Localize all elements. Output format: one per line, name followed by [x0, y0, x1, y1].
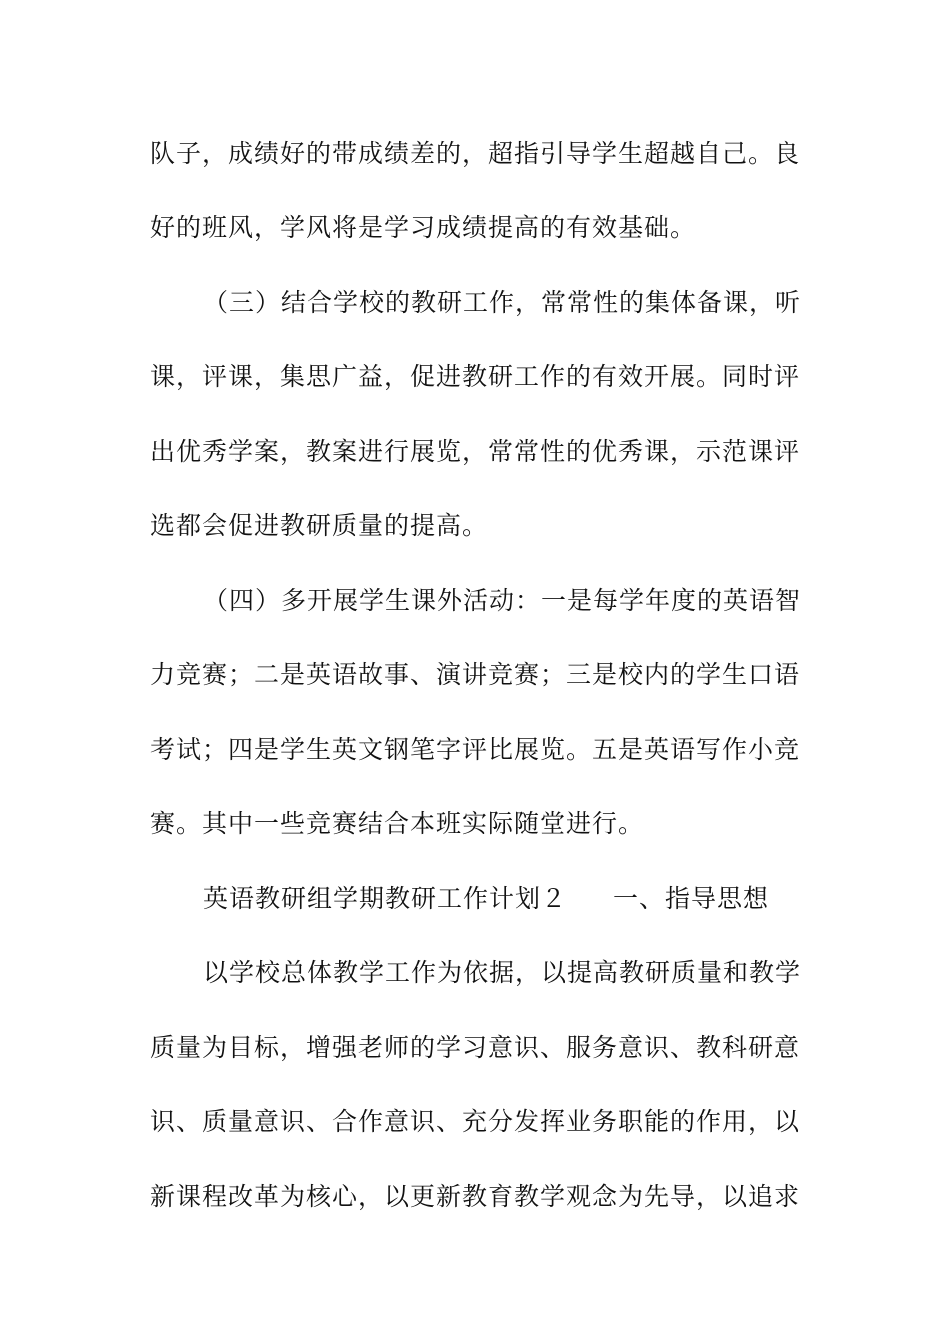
paragraph-line: 好的班风，学风将是学习成绩提高的有效基础。 — [150, 213, 697, 242]
plan-title: 英语教研组学期教研工作计划２ — [203, 884, 568, 913]
paragraph-line: 选都会促进教研质量的提高。 — [150, 511, 489, 540]
paragraph-line: 以学校总体教学工作为依据，以提高教研质量和教学 — [203, 958, 802, 987]
section-heading-line — [203, 883, 853, 915]
paragraph-line: 考试；四是学生英文钢笔字评比展览。五是英语写作小竞 — [150, 735, 801, 764]
paragraph-line: 质量为目标，增强老师的学习意识、服务意识、教科研意 — [150, 1033, 801, 1062]
paragraph-line: 赛。其中一些竞赛结合本班实际随堂进行。 — [150, 809, 645, 838]
paragraph-line: （三）结合学校的教研工作，常常性的集体备课，听 — [203, 288, 802, 317]
paragraph-line: （四）多开展学生课外活动：一是每学年度的英语智 — [203, 586, 802, 615]
section-title: 一、指导思想 — [613, 884, 770, 913]
paragraph-line: 队子，成绩好的带成绩差的，超指引导学生超越自己。良 — [150, 139, 801, 168]
paragraph-line: 识、质量意识、合作意识、充分发挥业务职能的作用，以 — [150, 1107, 801, 1136]
paragraph-line: 新课程改革为核心，以更新教育教学观念为先导，以追求 — [150, 1182, 801, 1211]
paragraph-line: 课，评课，集思广益，促进教研工作的有效开展。同时评 — [150, 362, 801, 391]
paragraph-line: 出优秀学案，教案进行展览，常常性的优秀课，示范课评 — [150, 437, 801, 466]
paragraph-line: 力竞赛；二是英语故事、演讲竞赛；三是校内的学生口语 — [150, 660, 801, 689]
